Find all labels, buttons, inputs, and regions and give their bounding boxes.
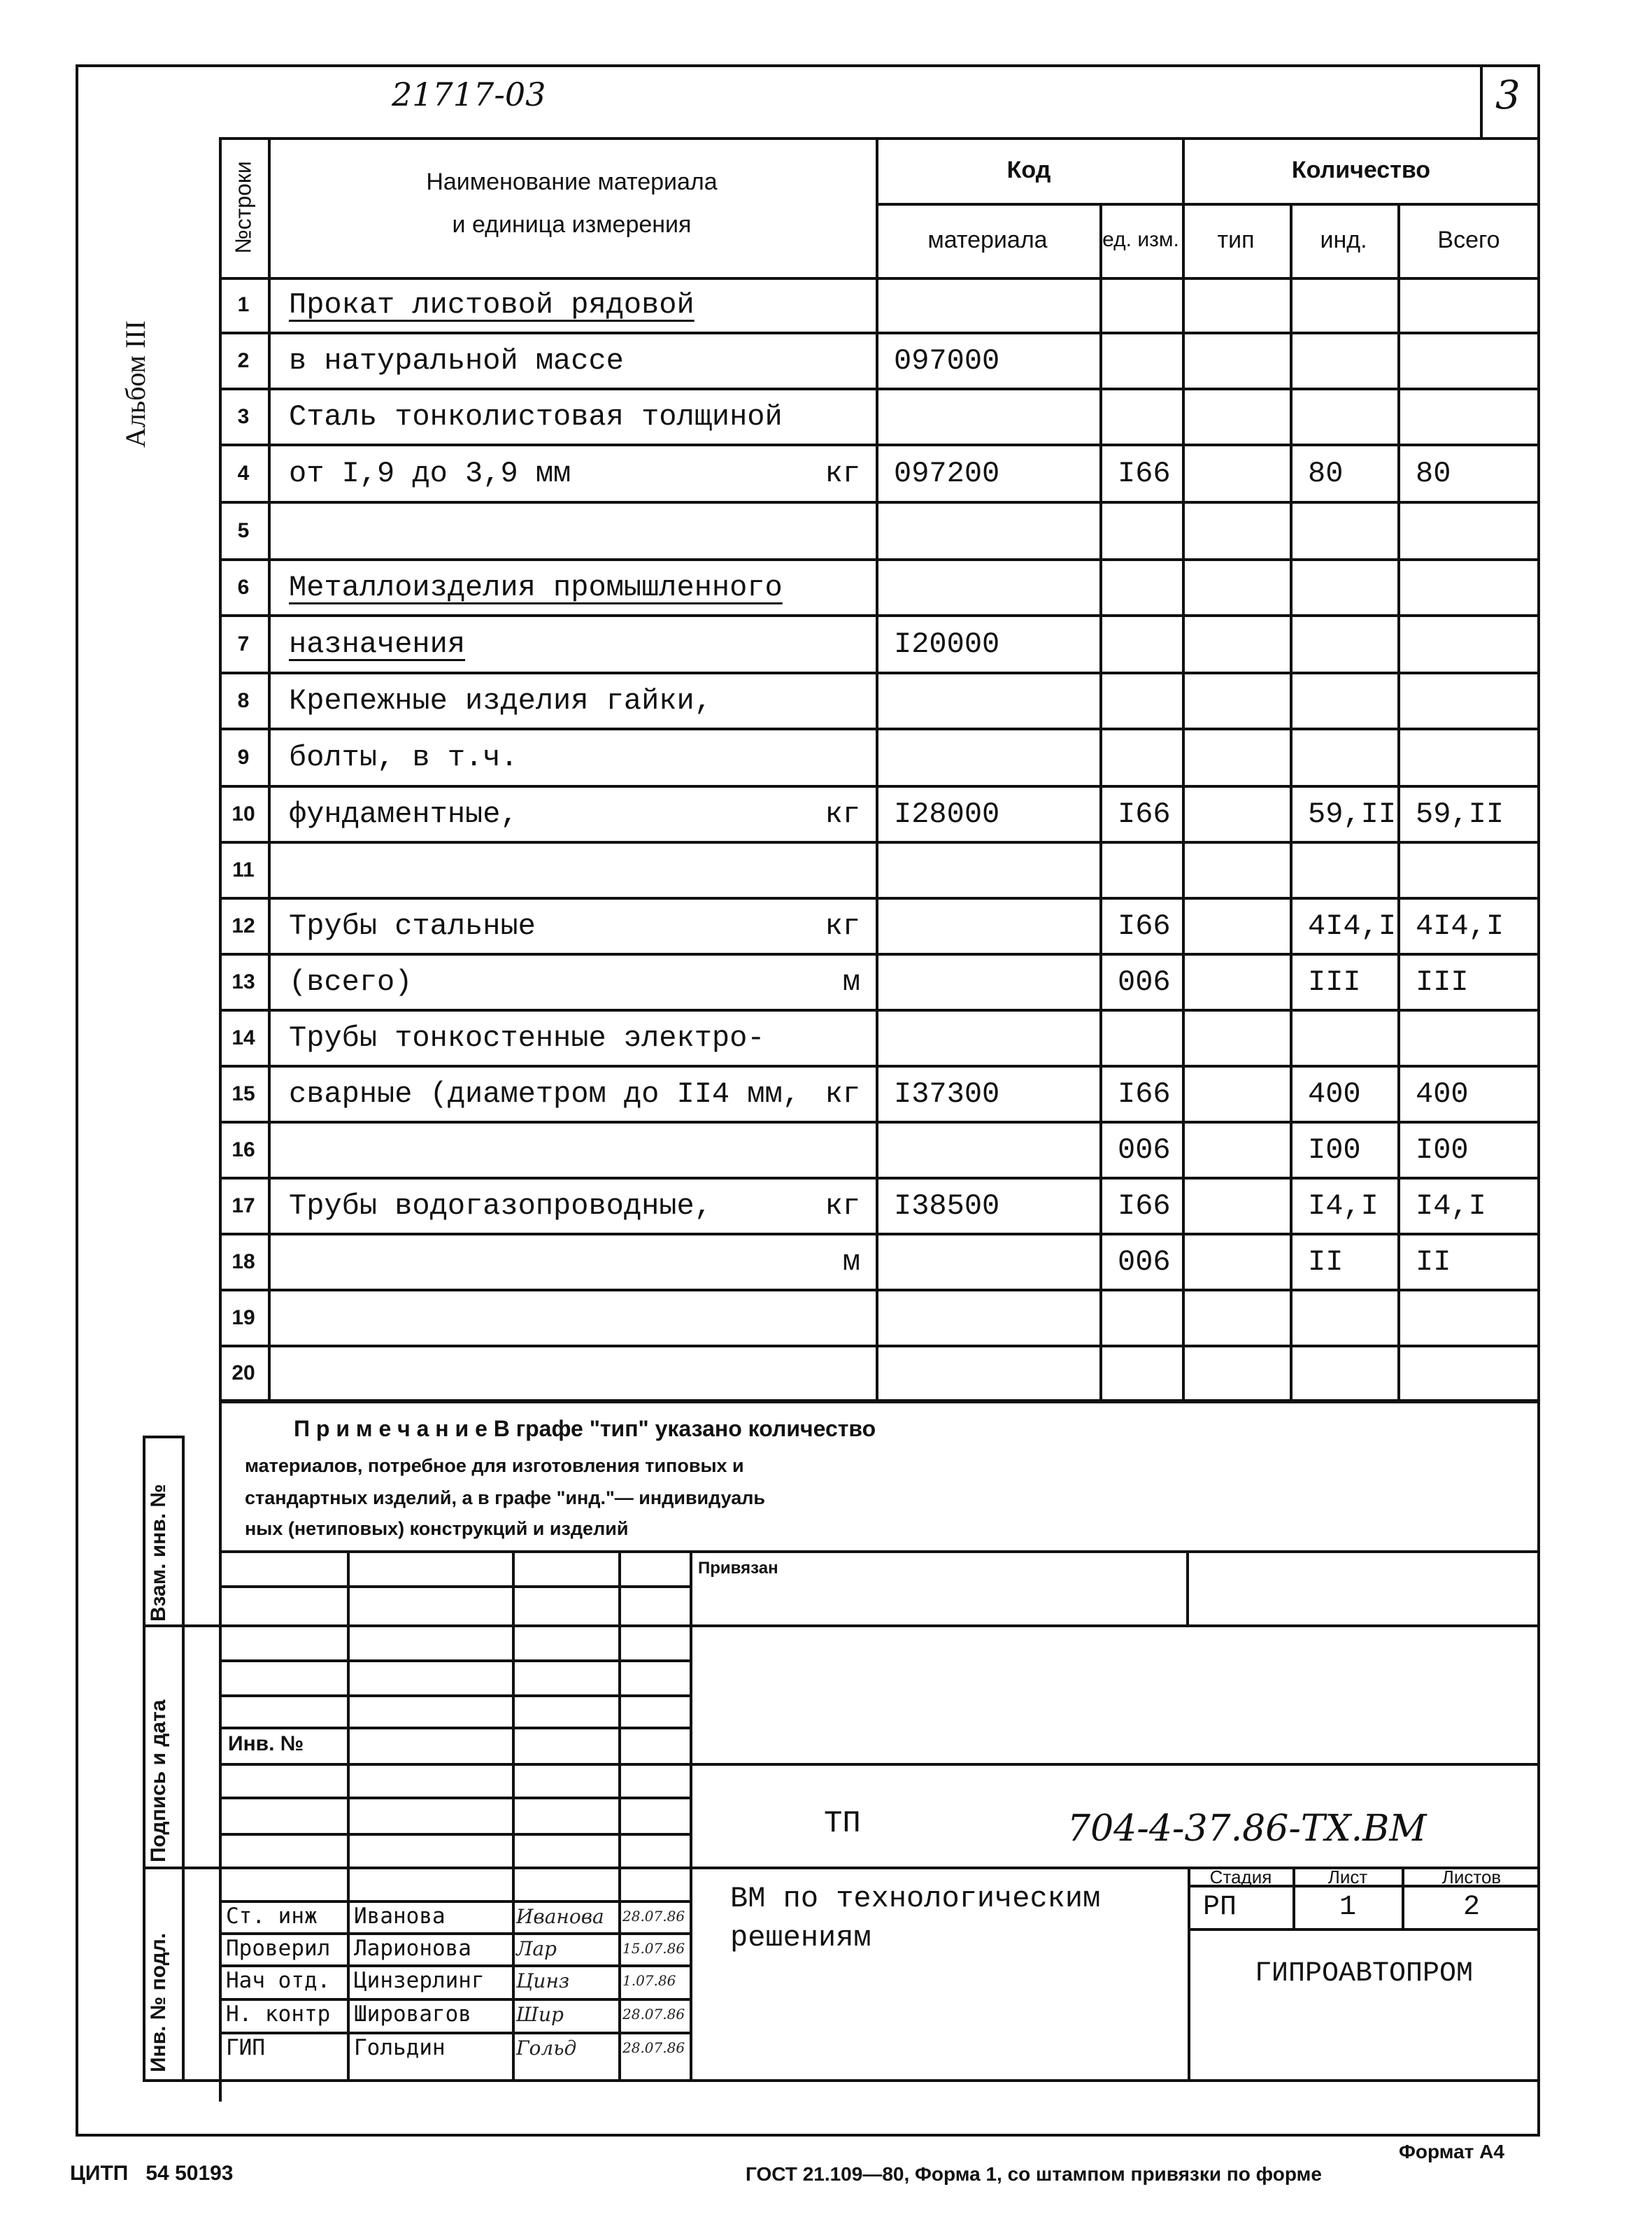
unit-code: I66 (1118, 1189, 1171, 1223)
qty-type (1182, 333, 1290, 389)
row-number: 13 (232, 970, 255, 993)
qty-ind (1290, 673, 1397, 729)
signer-name: Иванова (354, 1904, 446, 1929)
signature: Цинз (516, 1969, 570, 1992)
side-label-vzam: Взам. инв. № (147, 1484, 170, 1622)
qty-total: I00 (1416, 1133, 1469, 1167)
header-row-number: №строки (230, 160, 256, 254)
signer-role: ГИП (226, 2035, 265, 2060)
material-code (876, 389, 1099, 445)
material-name: от I,9 до 3,9 мм (289, 457, 571, 490)
row-number: 1 (237, 293, 250, 316)
material-unit (769, 616, 876, 673)
qty-type (1182, 502, 1290, 560)
material-unit: м (842, 1245, 860, 1279)
footer-left: ЦИТП 54 50193 (70, 2162, 234, 2185)
material-unit: кг (825, 457, 860, 490)
sign-date: 15.07.86 (622, 1940, 685, 1957)
qty-type (1182, 277, 1290, 333)
unit-code (1099, 673, 1182, 729)
qty-total (1397, 729, 1540, 786)
header-quantity: Количество (1291, 156, 1431, 183)
material-unit (769, 277, 876, 333)
qty-ind (1290, 842, 1397, 898)
material-unit (769, 502, 876, 560)
material-name: болты, в т.ч. (289, 741, 518, 774)
row-number: 2 (237, 349, 250, 372)
unit-code: 006 (1118, 1133, 1171, 1167)
qty-ind (1290, 560, 1397, 616)
qty-total (1397, 616, 1540, 673)
qty-ind: 80 (1308, 457, 1344, 490)
album-label: Альбом III (120, 320, 151, 448)
material-code (876, 1010, 1099, 1066)
material-name: в натуральной массе (289, 344, 624, 378)
qty-total (1397, 1290, 1540, 1346)
row-number: 12 (232, 914, 255, 937)
material-name: фундаментные, (289, 798, 518, 831)
material-code (876, 560, 1099, 616)
qty-ind (1290, 616, 1397, 673)
signer-name: Ларионова (354, 1936, 471, 1961)
unit-code (1099, 1290, 1182, 1346)
qty-total (1397, 1010, 1540, 1066)
qty-total (1397, 277, 1540, 333)
unit-code (1099, 277, 1182, 333)
material-code: I38500 (894, 1189, 1000, 1223)
unit-code (1099, 389, 1182, 445)
material-code: I20000 (894, 628, 1000, 661)
material-unit (769, 560, 876, 616)
header-code-unit: ед. изм. (1102, 228, 1179, 251)
note-line-1: П р и м е ч а н и е В графе "тип" указано количество (294, 1416, 876, 1441)
material-code (876, 954, 1099, 1010)
qty-type (1182, 560, 1290, 616)
qty-type (1182, 616, 1290, 673)
qty-type (1182, 1178, 1290, 1234)
qty-total (1397, 502, 1540, 560)
sign-date: 28.07.86 (622, 2039, 685, 2056)
material-unit: кг (825, 1189, 860, 1223)
header-type: тип (1217, 226, 1255, 253)
material-unit (769, 673, 876, 729)
row-number: 7 (237, 632, 250, 656)
material-code: I28000 (894, 798, 1000, 831)
tp-label: ТП (824, 1806, 861, 1841)
qty-total: II (1416, 1245, 1451, 1279)
qty-type (1182, 1234, 1290, 1290)
note-line-4: ных (нетиповых) конструкций и изделий (245, 1518, 629, 1539)
qty-total (1397, 560, 1540, 616)
signature: Иванова (516, 1904, 604, 1928)
unit-code (1099, 1346, 1182, 1401)
document-title-1: ВМ по технологическим (730, 1882, 1101, 1915)
material-unit (769, 389, 876, 445)
header-name-line2: и единица измерения (452, 211, 692, 238)
material-unit (769, 1346, 876, 1401)
material-code (876, 729, 1099, 786)
material-name: Трубы стальные (289, 909, 536, 943)
unit-code: 006 (1118, 1245, 1171, 1279)
qty-total: 59,II (1416, 798, 1504, 831)
qty-total: 400 (1416, 1077, 1469, 1111)
qty-ind: 400 (1308, 1077, 1361, 1111)
unit-code: I66 (1118, 798, 1171, 831)
side-label-podpis: Подпись и дата (147, 1699, 170, 1862)
material-unit (769, 333, 876, 389)
footer-gost: ГОСТ 21.109—80, Форма 1, со штампом привязки по форме (746, 2163, 1322, 2185)
qty-type (1182, 1066, 1290, 1122)
qty-type (1182, 1290, 1290, 1346)
material-code: 097200 (894, 457, 1000, 490)
row-number: 6 (237, 576, 250, 599)
qty-type (1182, 389, 1290, 445)
qty-type (1182, 1346, 1290, 1401)
qty-ind (1290, 1290, 1397, 1346)
qty-total: III (1416, 965, 1469, 999)
inv-no-label: Инв. № (228, 1732, 304, 1755)
material-code: 097000 (894, 344, 1000, 378)
qty-type (1182, 729, 1290, 786)
signer-name: Цинзерлинг (354, 1968, 485, 1993)
qty-total (1397, 673, 1540, 729)
page-number-divider (1480, 64, 1483, 137)
material-name (268, 842, 799, 898)
material-code (876, 1234, 1099, 1290)
qty-ind (1290, 502, 1397, 560)
side-label-inv: Инв. № подл. (147, 1932, 170, 2072)
qty-type (1182, 954, 1290, 1010)
row-number: 4 (237, 462, 250, 485)
sheets-value: 2 (1462, 1891, 1480, 1923)
qty-type (1182, 786, 1290, 842)
material-name: (всего) (289, 965, 413, 999)
sheet-value: 1 (1339, 1891, 1356, 1923)
material-code: I37300 (894, 1077, 1000, 1111)
material-unit (769, 1122, 876, 1178)
unit-code: I66 (1118, 909, 1171, 943)
note-line-3: стандартных изделий, а в графе "инд."— индивидуаль (245, 1487, 766, 1508)
material-unit: кг (825, 909, 860, 943)
qty-ind: II (1308, 1245, 1344, 1279)
material-unit (769, 1290, 876, 1346)
qty-type (1182, 1122, 1290, 1178)
header-code: Код (1006, 156, 1051, 183)
material-code (876, 277, 1099, 333)
qty-ind: 59,II (1308, 798, 1397, 831)
signer-name: Гольдин (354, 2035, 446, 2060)
signer-role: Проверил (226, 1936, 331, 1961)
row-number: 15 (232, 1082, 255, 1105)
signer-role: Ст. инж (226, 1904, 318, 1929)
qty-ind (1290, 389, 1397, 445)
unit-code (1099, 842, 1182, 898)
header-code-material: материала (927, 226, 1048, 253)
sign-date: 1.07.86 (622, 1972, 676, 1989)
qty-type (1182, 445, 1290, 502)
material-name (268, 1122, 799, 1178)
material-name: Металлоизделия промышленного (289, 571, 783, 604)
sign-date: 28.07.86 (622, 2006, 685, 2023)
sign-date: 28.07.86 (622, 1908, 685, 1925)
qty-total (1397, 1346, 1540, 1401)
material-name: сварные (диаметром до II4 мм, (289, 1077, 800, 1111)
document-designation: 704-4-37.86-ТХ.ВМ (1067, 1808, 1427, 1850)
material-name: Прокат листовой рядовой (289, 288, 695, 322)
row-number: 17 (232, 1194, 255, 1217)
material-name (268, 1234, 799, 1290)
unit-code: I66 (1118, 457, 1171, 490)
row-number: 9 (237, 746, 250, 769)
signature: Шир (516, 2002, 564, 2026)
document-title-2: решениям (730, 1921, 871, 1955)
stage-value: РП (1203, 1891, 1237, 1923)
material-name: Сталь тонколистовая толщиной (289, 400, 783, 434)
header-ind: инд. (1320, 226, 1367, 253)
qty-ind (1290, 1346, 1397, 1401)
unit-code: I66 (1118, 1077, 1171, 1111)
unit-code (1099, 333, 1182, 389)
material-code (876, 898, 1099, 954)
material-unit (769, 1010, 876, 1066)
qty-type (1182, 842, 1290, 898)
material-unit (769, 842, 876, 898)
material-code (876, 1346, 1099, 1401)
organization: ГИПРОАВТОПРОМ (1254, 1957, 1474, 1990)
qty-total (1397, 842, 1540, 898)
unit-code (1099, 729, 1182, 786)
qty-ind: 4I4,I (1308, 909, 1397, 943)
qty-ind: I00 (1308, 1133, 1361, 1167)
row-number: 20 (232, 1361, 255, 1384)
material-code (876, 673, 1099, 729)
footer-format: Формат А4 (1399, 2141, 1504, 2162)
signer-role: Нач отд. (226, 1968, 331, 1993)
sheet-label: Лист (1327, 1866, 1368, 1888)
qty-total (1397, 333, 1540, 389)
qty-ind: I4,I (1308, 1189, 1379, 1223)
qty-total: 80 (1416, 457, 1451, 490)
material-unit: кг (825, 798, 860, 831)
sheets-label: Листов (1441, 1866, 1502, 1888)
row-number: 14 (232, 1026, 255, 1049)
qty-ind (1290, 1010, 1397, 1066)
row-number: 8 (237, 689, 250, 712)
material-name (268, 1346, 799, 1401)
row-number: 3 (237, 405, 250, 428)
header-total: Всего (1437, 226, 1500, 253)
unit-code (1099, 1010, 1182, 1066)
qty-type (1182, 673, 1290, 729)
qty-ind (1290, 333, 1397, 389)
signature: Гольд (516, 2036, 577, 2060)
material-unit: кг (825, 1077, 860, 1111)
material-name: назначения (289, 628, 466, 661)
unit-code (1099, 502, 1182, 560)
signer-name: Шировагов (354, 2002, 471, 2027)
qty-type (1182, 1010, 1290, 1066)
row-number: 11 (232, 858, 255, 881)
qty-type (1182, 898, 1290, 954)
qty-total: I4,I (1416, 1189, 1486, 1223)
qty-ind (1290, 729, 1397, 786)
signature: Лар (516, 1936, 557, 1960)
material-name (268, 1290, 799, 1346)
qty-ind: III (1308, 965, 1361, 999)
material-code (876, 1290, 1099, 1346)
unit-code (1099, 560, 1182, 616)
row-number: 5 (237, 519, 250, 542)
material-code (876, 1122, 1099, 1178)
qty-total: 4I4,I (1416, 909, 1504, 943)
unit-code: 006 (1118, 965, 1171, 999)
material-name (268, 502, 799, 560)
unit-code (1099, 616, 1182, 673)
row-number: 19 (232, 1306, 255, 1329)
signer-role: Н. контр (226, 2002, 331, 2027)
row-number: 10 (232, 802, 255, 826)
page-number: 3 (1495, 73, 1521, 118)
material-name: Трубы тонкостенные электро- (289, 1021, 765, 1055)
row-number: 18 (232, 1250, 255, 1273)
material-unit: м (842, 965, 860, 999)
stage-label: Стадия (1209, 1866, 1272, 1888)
row-number: 16 (232, 1138, 255, 1161)
document-code: 21717-03 (392, 76, 546, 113)
header-name-line1: Наименование материала (426, 168, 718, 195)
qty-ind (1290, 277, 1397, 333)
material-name: Трубы водогазопроводные, (289, 1189, 712, 1223)
material-name: Крепежные изделия гайки, (289, 684, 712, 718)
qty-total (1397, 389, 1540, 445)
material-code (876, 842, 1099, 898)
material-unit (769, 729, 876, 786)
privyazan-label: Привязан (698, 1559, 778, 1578)
material-code (876, 502, 1099, 560)
note-line-2: материалов, потребное для изготовления типовых и (245, 1455, 744, 1476)
